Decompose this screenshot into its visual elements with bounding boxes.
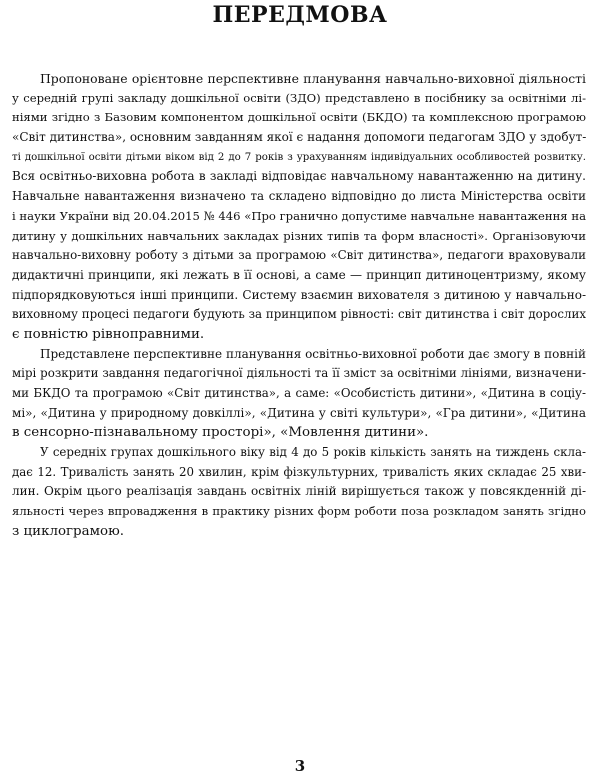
paragraph [12,443,586,541]
text-line: мірі розкрити завдання педагогічної діяльності та її зміст за освітніми лініями, визначени- [12,366,586,381]
text-line: дає 12. Тривалість занять 20 хвилин, крім фізкультурних, тривалість яких складає 25 хви- [12,464,586,479]
text-line: ніями згідно з Базовим компонентом дошкільної освіти (БКДО) та комплексною програмою [12,110,586,125]
paragraph [12,69,586,345]
text-line: ті дошкільної освіти дітьми віком від 2 до 7 років з урахуванням індивідуальних особливостей розвитку. [12,151,586,163]
paragraph [12,345,586,443]
text-line: у середній групі закладу дошкільної освіти (ЗДО) представлено в посібнику за освітніми лі- [12,90,586,105]
text-line: Пропоноване орієнтовне перспективне планування навчально-виховної діяльності [40,71,586,86]
text-line: з циклограмою. [12,523,124,539]
text-line: виховному процесі педагоги будують за принципом рівності: світ дитинства і світ дорослих [12,307,586,322]
preface-body [12,69,586,542]
text-line: дидактичні принципи, які лежать в її основі, а саме — принцип дитиноцентризму, якому [12,267,586,282]
text-line: дитину у дошкільних навчальних закладах різних типів та форм власності». Організовуючи [12,228,586,243]
text-line: в сенсорно-пізнавальному просторі», «Мовлення дитини». [12,425,429,441]
text-line: яльності через впровадження в практику різних форм роботи поза розкладом занять згідно [12,504,586,519]
text-line: Представлене перспективне планування освітньо-виховної роботи дає змогу в повній [40,346,586,361]
text-line: підпорядковуються інші принципи. Систему взаємин вихователя з дитиною у навчально- [12,287,586,302]
text-line: є повністю рівноправними. [12,326,205,342]
text-line: мі», «Дитина у природному довкіллі», «Дитина у світі культури», «Гра дитини», «Дитина [12,405,586,420]
text-line: «Світ дитинства», основним завданням якої є надання допомоги педагогам ЗДО у здобут- [12,130,586,145]
text-line: і науки України від 20.04.2015 № 446 «Про гранично допустиме навчальне навантаження на [12,208,586,223]
text-line: навчально-виховну роботу з дітьми за програмою «Світ дитинства», педагоги враховували [12,248,586,263]
text-line: Навчальне навантаження визначено та складено відповідно до листа Міністерства освіти [12,189,586,204]
text-line: Вся освітньо-виховна робота в закладі відповідає навчальному навантаженню на дитину. [12,169,586,184]
text-line: лин. Окрім цього реалізація завдань освітніх ліній вирішується також у повсякденній ді- [12,484,586,499]
text-line: ми БКДО та програмою «Світ дитинства», а саме: «Особистість дитини», «Дитина в соціу- [12,386,586,400]
page-number: 3 [294,757,306,775]
text-line: У середніх групах дошкільного віку від 4 до 5 років кількість занять на тиждень скла- [40,445,586,460]
page-title: ПЕРЕДМОВА [212,2,388,28]
